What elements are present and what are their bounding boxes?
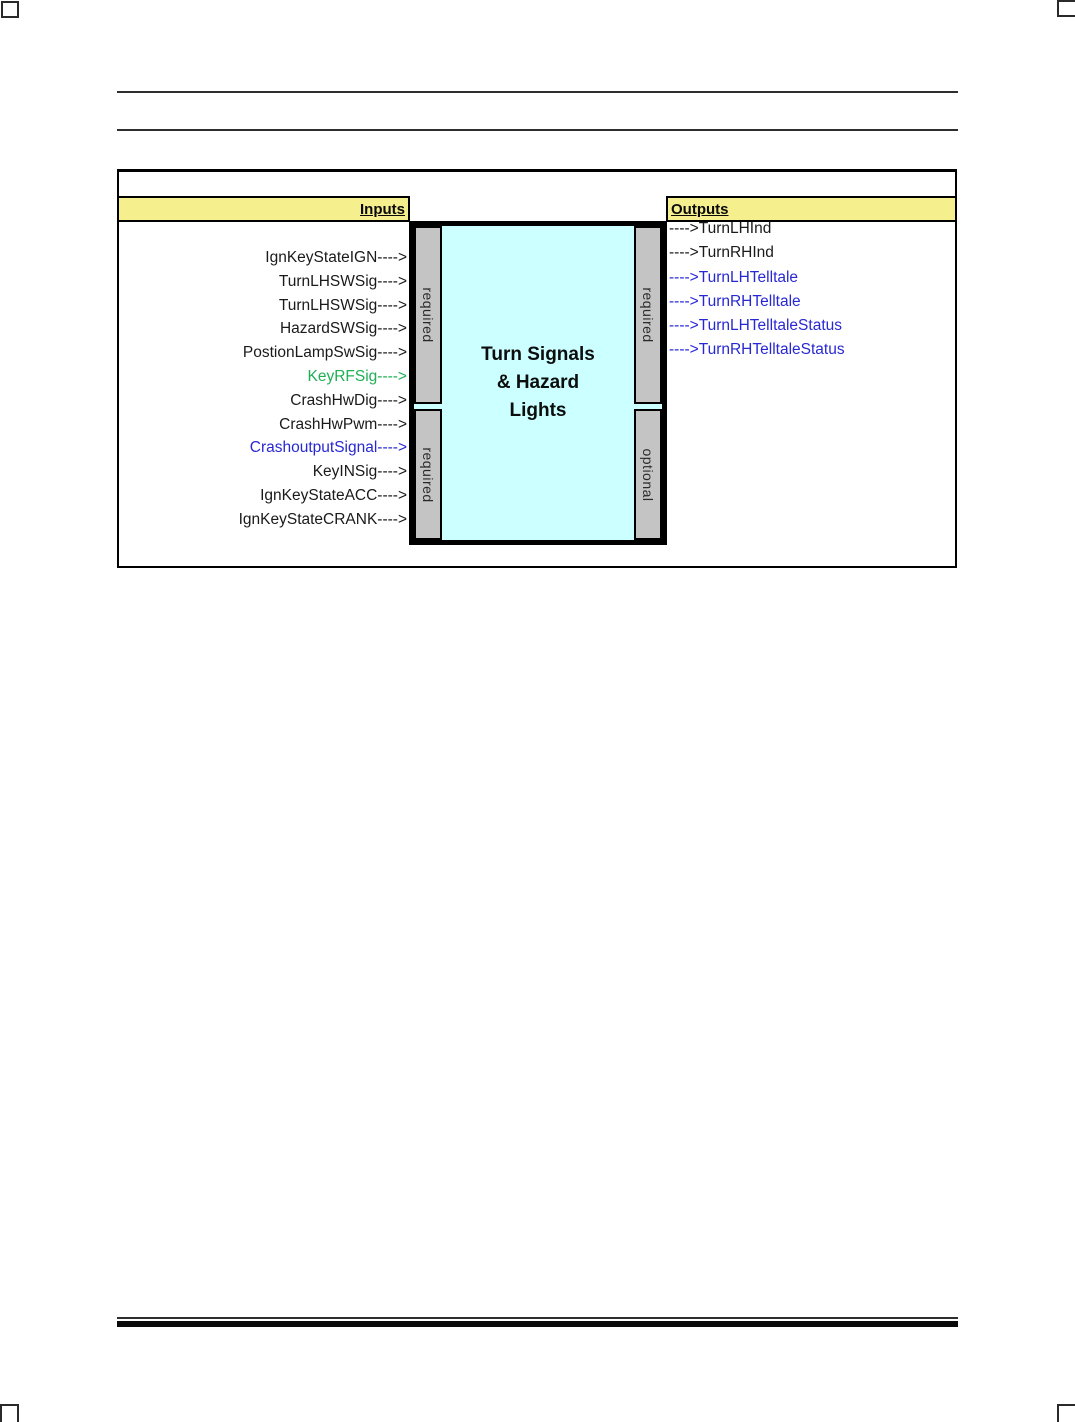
- crop-mark-top-left-icon: [1, 1, 19, 18]
- right-port-strip-top-label: required: [640, 287, 656, 343]
- input-signal: TurnLHSWSig---->: [278, 272, 407, 290]
- outputs-header-label: Outputs: [671, 200, 729, 218]
- left-port-strip-top: [414, 226, 442, 404]
- crop-mark-bottom-right-icon: [1057, 1404, 1075, 1422]
- function-block-title-line: Turn Signals: [481, 344, 595, 365]
- footer-rule-thick: [117, 1321, 958, 1327]
- input-signal: KeyINSig---->: [312, 463, 407, 481]
- function-block-title-line: & Hazard: [496, 372, 580, 393]
- input-signal: CrashoutputSignal---->: [249, 439, 407, 457]
- input-signal: IgnKeyStateACC---->: [260, 486, 407, 504]
- left-port-strip-bottom-label: required: [420, 446, 436, 503]
- function-block: [409, 221, 667, 545]
- output-signal: ---->TurnRHTelltaleStatus: [669, 341, 845, 359]
- input-signal: KeyRFSig---->: [307, 367, 407, 385]
- input-signal: CrashHwPwm---->: [279, 415, 407, 433]
- left-port-strip-top-label: required: [420, 287, 436, 343]
- right-port-strip-top: [634, 226, 662, 404]
- output-signal: ---->TurnLHTelltale: [669, 268, 799, 286]
- inputs-header-bar: [117, 196, 410, 222]
- output-signal: ---->TurnLHInd: [669, 220, 772, 237]
- output-signal: ---->TurnRHInd: [669, 244, 774, 262]
- input-signal: IgnKeyStateCRANK---->: [238, 510, 407, 528]
- input-signal: TurnLHSWSig---->: [278, 296, 407, 314]
- input-signal: CrashHwDig---->: [290, 391, 407, 409]
- crop-mark-top-right-icon: [1057, 0, 1075, 17]
- function-block-title: [442, 226, 634, 540]
- input-signal-list: [117, 246, 407, 532]
- left-port-strip-bottom: [414, 409, 442, 540]
- input-signal: IgnKeyStateIGN---->: [265, 249, 407, 266]
- right-port-strip-bottom: [634, 409, 662, 540]
- input-signal: PostionLampSwSig---->: [242, 344, 407, 362]
- crop-mark-bottom-left-icon: [0, 1404, 19, 1422]
- header-rule-bottom: [117, 129, 958, 131]
- function-block-title-line: Lights: [509, 400, 567, 421]
- right-port-strip-bottom-label: optional: [640, 447, 656, 502]
- header-rule-top: [117, 91, 958, 93]
- output-signal: ---->TurnRHTelltale: [669, 292, 801, 310]
- output-signal-list: [669, 217, 957, 363]
- inputs-header-label: Inputs: [360, 200, 405, 218]
- output-signal: ---->TurnLHTelltaleStatus: [669, 317, 842, 335]
- input-signal: HazardSWSig---->: [279, 320, 407, 338]
- footer-rule-thin: [117, 1317, 958, 1319]
